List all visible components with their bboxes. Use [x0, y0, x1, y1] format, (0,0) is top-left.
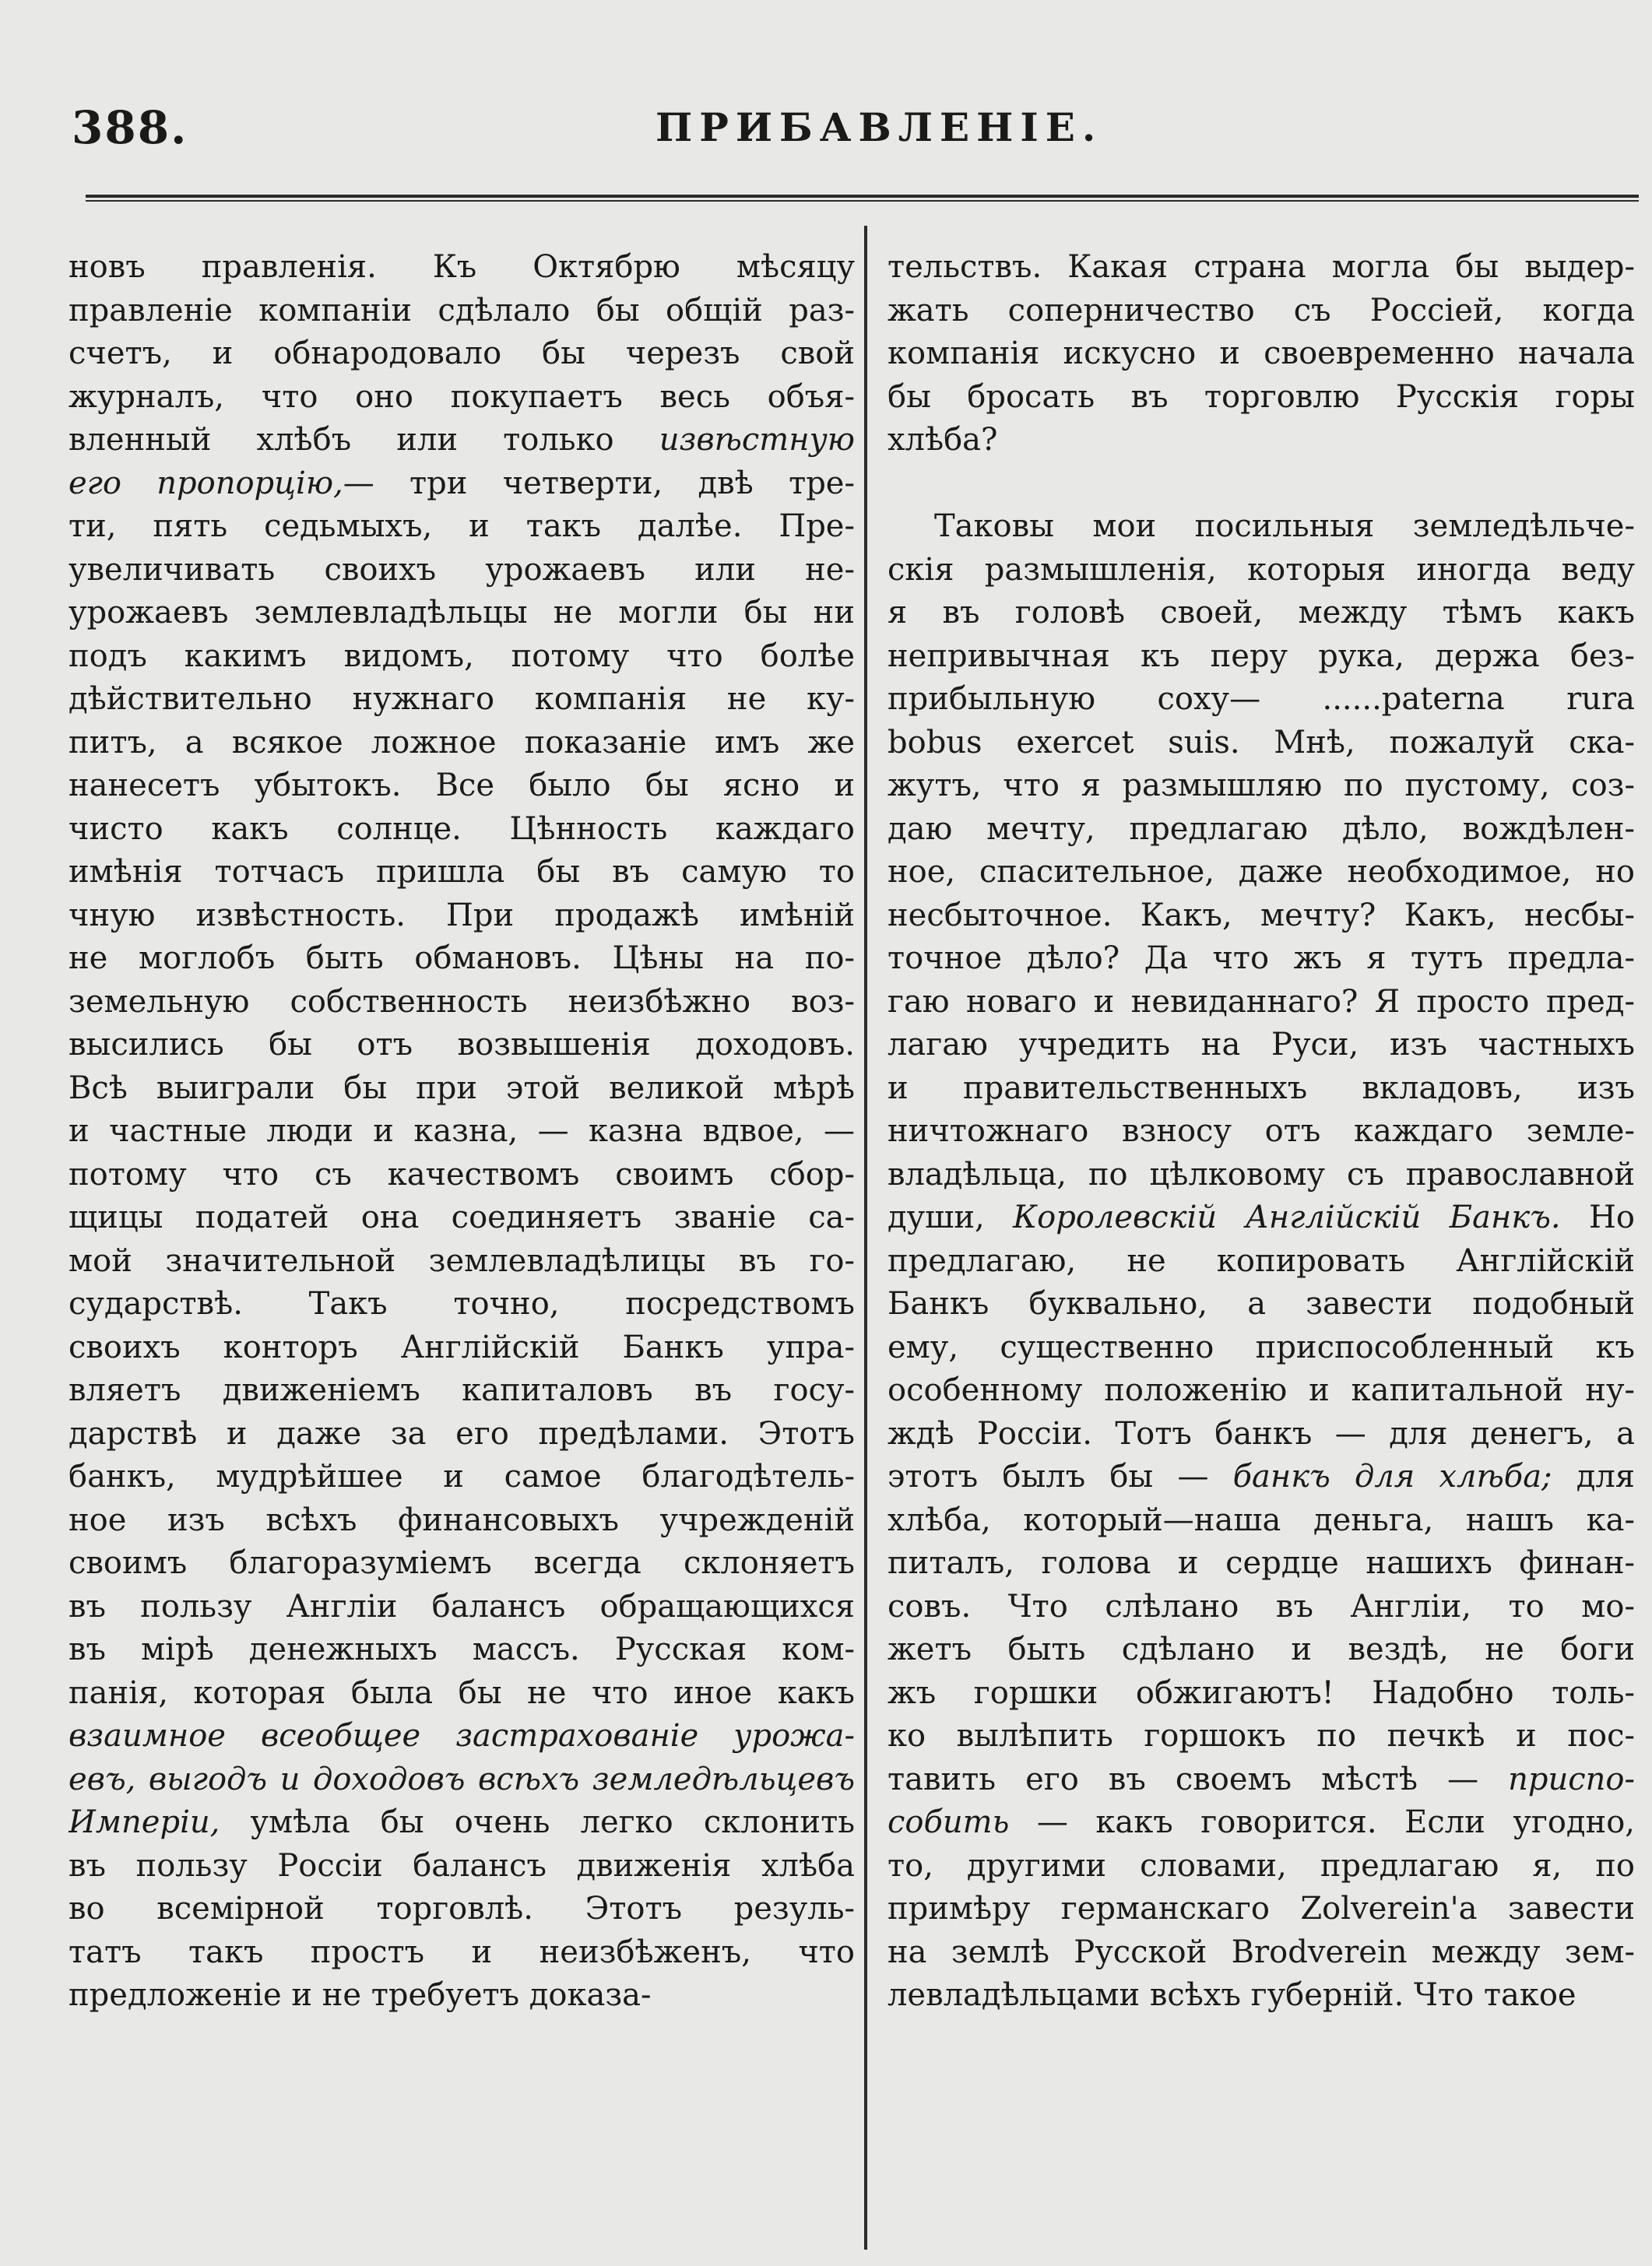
text-span: потому что съ качествомъ своимъ сбор-	[69, 1156, 855, 1193]
italic-text: приспо-	[1508, 1761, 1635, 1797]
text-span: хлѣба, который—наша деньга, нашъ ка-	[888, 1502, 1635, 1538]
text-span: то, другими словами, предлагаю я, по	[888, 1847, 1635, 1884]
text-line	[69, 1974, 855, 2018]
text-line	[69, 1154, 855, 1197]
text-span: Всѣ выиграли бы при этой великой мѣрѣ	[69, 1070, 855, 1106]
italic-text: евъ, выгодъ и доходовъ всѣхъ земледѣльцевъ	[69, 1761, 855, 1797]
text-span: своимъ благоразуміемъ всегда склоняетъ	[69, 1545, 855, 1581]
text-line	[69, 764, 855, 808]
text-span: прибыльную соху— ......paterna rura	[888, 681, 1635, 717]
text-line	[69, 1283, 855, 1326]
text-line	[888, 1110, 1635, 1154]
text-span: точное дѣло? Да что жъ я тутъ предла-	[888, 940, 1635, 976]
text-line	[69, 1845, 855, 1888]
text-line	[69, 1672, 855, 1716]
text-span: сударствѣ. Такъ точно, посредствомъ	[69, 1286, 855, 1322]
left-column	[69, 246, 855, 2018]
text-line	[69, 981, 855, 1024]
text-line	[888, 1196, 1635, 1240]
text-line	[69, 376, 855, 420]
text-line	[69, 1628, 855, 1672]
text-span: въ пользу Англіи балансъ обращающихся	[69, 1588, 855, 1625]
text-span: нанесетъ убытокъ. Все было бы ясно и	[69, 768, 855, 803]
text-span: хлѣба?	[888, 422, 998, 458]
page-number: 388.	[72, 101, 188, 154]
text-line	[888, 1413, 1635, 1456]
text-span: земельную собственность неизбѣжно воз-	[69, 983, 855, 1020]
text-line	[888, 808, 1635, 852]
text-span: души,	[888, 1200, 1014, 1235]
text-line	[69, 1801, 855, 1845]
text-span: гаю новаго и невиданнаго? Я просто пред-	[888, 983, 1635, 1020]
text-line	[888, 246, 1635, 290]
text-span: и правительственныхъ вкладовъ, изъ	[888, 1070, 1635, 1106]
text-line	[69, 722, 855, 765]
text-span: имѣнія тотчасъ пришла бы въ самую то	[69, 854, 855, 890]
italic-text: Имперіи,	[69, 1804, 220, 1840]
header-rule	[86, 195, 1639, 202]
text-line	[888, 1154, 1635, 1197]
text-span: ничтожнаго взносу отъ каждаго земле-	[888, 1113, 1635, 1149]
text-span: bobus exercet suis. Мнѣ, пожалуй ска-	[888, 724, 1635, 761]
text-line	[69, 635, 855, 679]
italic-text: Королевскій Англійскій Банкъ.	[1013, 1200, 1561, 1235]
text-span: левладѣльцами всѣхъ губерній. Что такое	[888, 1977, 1576, 2013]
text-line	[888, 332, 1635, 376]
text-span: я въ головѣ своей, между тѣмъ какъ	[888, 595, 1635, 631]
text-line	[69, 808, 855, 852]
text-span: непривычная къ перу рука, держа без-	[888, 638, 1635, 674]
text-line	[888, 505, 1635, 549]
text-line	[69, 678, 855, 722]
text-span: жать соперничество съ Россіей, когда	[888, 292, 1635, 328]
text-span: новъ правленія. Къ Октябрю мѣсяцу	[69, 249, 855, 285]
text-span: предлагаю, не копировать Англійскій	[888, 1242, 1635, 1279]
page-header	[72, 101, 1582, 163]
text-line	[888, 1974, 1635, 2018]
text-line	[69, 1413, 855, 1456]
text-span: ти, пять седьмыхъ, и такъ далѣе. Пре-	[69, 508, 855, 544]
text-span: и частные люди и казна, — казна вдвое, —	[69, 1113, 855, 1149]
text-span: для	[1552, 1459, 1635, 1495]
text-span: этотъ былъ бы —	[888, 1459, 1233, 1495]
text-line	[888, 1628, 1635, 1672]
text-span: ное, спасительное, даже необходимое, но	[888, 854, 1635, 890]
text-span: Банкъ буквально, а завести подобный	[888, 1286, 1635, 1322]
text-span: ко вылѣпить горшокъ по печкѣ и пос-	[888, 1718, 1635, 1754]
text-span: ное изъ всѣхъ финансовыхъ учрежденій	[69, 1502, 855, 1538]
text-span: совъ. Что слѣлано въ Англіи, то мо-	[888, 1588, 1635, 1625]
text-line	[888, 1283, 1635, 1326]
text-line	[69, 1715, 855, 1758]
text-line	[888, 1586, 1635, 1629]
text-line	[888, 1024, 1635, 1067]
text-span: во всемірной торговлѣ. Этотъ резуль-	[69, 1891, 855, 1927]
text-line	[888, 937, 1635, 981]
running-head: ПРИБАВЛЕНІЕ.	[656, 104, 1103, 150]
text-line	[69, 462, 855, 506]
text-line	[69, 1542, 855, 1586]
text-line	[69, 1456, 855, 1499]
text-line	[69, 1499, 855, 1543]
text-line	[888, 1931, 1635, 1975]
italic-text: его пропорцію,	[69, 465, 343, 501]
text-line	[888, 1067, 1635, 1111]
text-span: татъ такъ простъ и неизбѣженъ, что	[69, 1934, 855, 1970]
italic-text: банкъ для хлѣба;	[1232, 1459, 1552, 1495]
text-line	[888, 549, 1635, 592]
text-span: примѣру германскаго Zolverein'а завести	[888, 1891, 1635, 1927]
text-line	[69, 1067, 855, 1111]
text-span: умѣла бы очень легко склонить	[220, 1804, 855, 1840]
text-line	[69, 419, 855, 462]
italic-text: извѣстную	[659, 422, 855, 458]
text-line	[888, 678, 1635, 722]
text-span: лагаю учредить на Руси, изъ частныхъ	[888, 1027, 1635, 1063]
text-span: компанія искусно и своевременно начала	[888, 336, 1635, 371]
text-span: счетъ, и обнародовало бы черезъ свой	[69, 336, 855, 371]
text-span: журналъ, что оно покупаетъ весь объя-	[69, 378, 855, 415]
text-line	[69, 332, 855, 376]
text-line	[69, 549, 855, 592]
text-line	[69, 505, 855, 549]
text-span: несбыточное. Какъ, мечту? Какъ, несбы-	[888, 897, 1635, 933]
text-line	[69, 246, 855, 290]
text-line	[888, 1499, 1635, 1543]
text-span: панія, которая была бы не что иное какъ	[69, 1674, 855, 1711]
text-span: своихъ конторъ Англійскій Банкъ упра-	[69, 1329, 855, 1365]
text-line	[888, 851, 1635, 894]
text-span: дѣйствительно нужнаго компанія не ку-	[69, 681, 855, 717]
text-line	[69, 1326, 855, 1370]
text-span: Но	[1560, 1200, 1635, 1235]
italic-text: собить	[888, 1804, 1010, 1840]
text-span: не моглобъ быть обмановъ. Цѣны на по-	[69, 940, 855, 976]
text-line	[888, 894, 1635, 938]
text-line	[69, 851, 855, 894]
text-span: на землѣ Русской Brodverein между зем-	[888, 1934, 1635, 1970]
text-span: владѣльца, по цѣлковому съ православной	[888, 1156, 1635, 1193]
text-line	[69, 1758, 855, 1802]
text-span: тавить его въ своемъ мѣстѣ —	[888, 1761, 1509, 1797]
text-line	[888, 1369, 1635, 1413]
text-span: Таковы мои посильныя земледѣльче-	[934, 508, 1635, 544]
text-span: предложеніе и не требуетъ доказа-	[69, 1977, 652, 2013]
text-span: чисто какъ солнце. Цѣнность каждаго	[69, 810, 855, 847]
text-line	[69, 1024, 855, 1067]
text-line	[888, 419, 1635, 462]
text-line	[69, 1369, 855, 1413]
text-span: — три четверти, двѣ тре-	[343, 465, 855, 501]
text-line	[888, 635, 1635, 679]
text-line	[69, 1931, 855, 1975]
text-line	[69, 894, 855, 938]
text-span: щицы податей она соединяетъ званіе са-	[69, 1200, 855, 1235]
text-span: жъ горшки обжигаютъ! Надобно толь-	[888, 1674, 1635, 1711]
text-line	[888, 1542, 1635, 1586]
text-line	[888, 1758, 1635, 1802]
text-span: даю мечту, предлагаю дѣло, вождѣлен-	[888, 810, 1635, 847]
text-line	[69, 1586, 855, 1629]
text-line	[888, 722, 1635, 765]
paragraph-gap	[888, 462, 1635, 506]
text-line	[69, 937, 855, 981]
text-line	[69, 1110, 855, 1154]
text-span: — какъ говорится. Если угодно,	[1009, 1804, 1635, 1840]
text-span: въ пользу Россіи балансъ движенія хлѣба	[69, 1847, 855, 1884]
text-span: высились бы отъ возвышенія доходовъ.	[69, 1027, 855, 1063]
text-line	[888, 1801, 1635, 1845]
text-span: правленіе компаніи сдѣлало бы общій раз-	[69, 292, 855, 328]
right-column	[888, 246, 1635, 2018]
text-span: вляетъ движеніемъ капиталовъ въ госу-	[69, 1372, 855, 1408]
text-line	[888, 1326, 1635, 1370]
italic-text: взаимное всеобщее застрахованіе урожа-	[69, 1718, 855, 1754]
text-span: урожаевъ землевладѣльцы не могли бы ни	[69, 595, 855, 631]
text-span: въ мірѣ денежныхъ массъ. Русская ком-	[69, 1632, 855, 1667]
text-line	[888, 1240, 1635, 1284]
text-span: чную извѣстность. При продажѣ имѣній	[69, 897, 855, 933]
text-line	[69, 1888, 855, 1931]
text-line	[888, 1845, 1635, 1888]
text-span: ждѣ Россіи. Тотъ банкъ — для денегъ, а	[888, 1415, 1635, 1452]
text-span: ему, существенно приспособленный къ	[888, 1329, 1635, 1365]
text-line	[888, 1672, 1635, 1716]
text-line	[888, 1888, 1635, 1931]
text-span: жетъ быть сдѣлано и вездѣ, не боги	[888, 1632, 1635, 1667]
text-span: дарствѣ и даже за его предѣлами. Этотъ	[69, 1415, 855, 1452]
text-line	[69, 1196, 855, 1240]
text-span: питалъ, голова и сердце нашихъ финан-	[888, 1545, 1635, 1581]
text-line	[888, 981, 1635, 1024]
text-line	[888, 1715, 1635, 1758]
text-span: увеличивать своихъ урожаевъ или не-	[69, 551, 855, 588]
text-line	[888, 764, 1635, 808]
text-span: особенному положенію и капитальной ну-	[888, 1372, 1635, 1408]
column-divider	[864, 226, 867, 2250]
text-line	[69, 592, 855, 635]
text-span: банкъ, мудрѣйшее и самое благодѣтель-	[69, 1459, 855, 1495]
text-span: тельствъ. Какая страна могла бы выдер-	[888, 249, 1635, 285]
text-line	[888, 290, 1635, 333]
text-line	[888, 592, 1635, 635]
text-span: мой значительной землевладѣлицы въ го-	[69, 1242, 855, 1279]
text-span: бы бросать въ торговлю Русскія горы	[888, 378, 1635, 415]
text-line	[69, 290, 855, 333]
text-line	[888, 1456, 1635, 1499]
text-line	[888, 376, 1635, 420]
text-span: питъ, а всякое ложное показаніе имъ же	[69, 724, 855, 761]
text-span: скія размышленія, которыя иногда веду	[888, 551, 1635, 588]
text-span: жутъ, что я размышляю по пустому, соз-	[888, 768, 1635, 803]
text-span: вленный хлѣбъ или только	[69, 422, 659, 458]
text-line	[69, 1240, 855, 1284]
text-span: подъ какимъ видомъ, потому что болѣе	[69, 638, 855, 674]
